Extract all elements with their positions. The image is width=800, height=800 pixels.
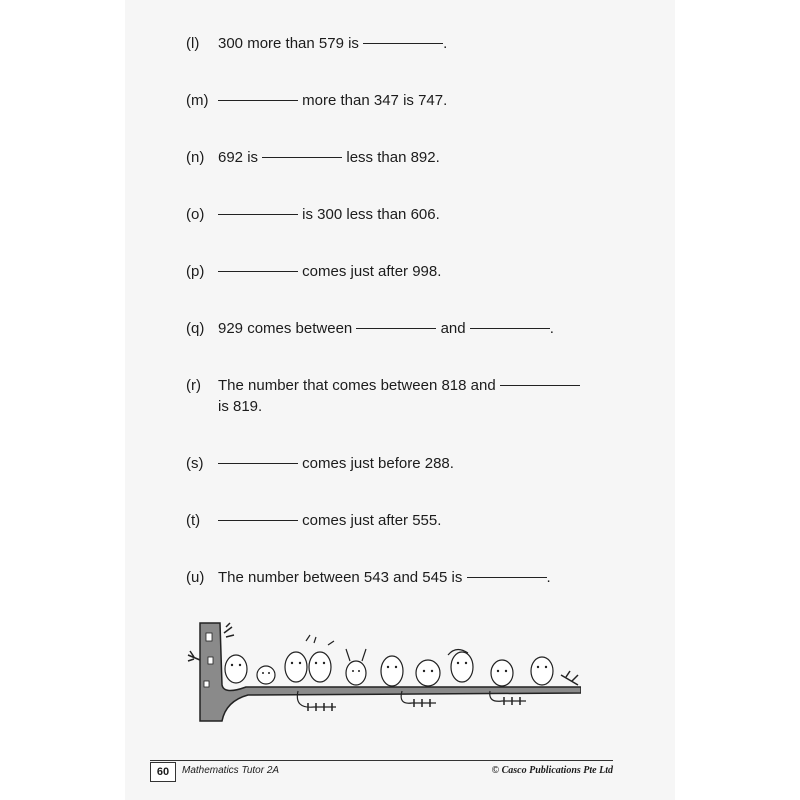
answer-blank[interactable] xyxy=(218,519,298,521)
question-text xyxy=(218,318,554,339)
question-text-part: The number that comes between 818 and xyxy=(218,377,500,394)
question-label: (l) xyxy=(186,35,200,52)
answer-blank[interactable] xyxy=(218,270,298,272)
question-item xyxy=(186,90,447,111)
question-text xyxy=(218,453,454,474)
answer-blank[interactable] xyxy=(363,42,443,44)
question-text-part: . xyxy=(546,569,551,586)
question-text-part: less than 892. xyxy=(342,149,440,166)
question-text-line2: is 819. xyxy=(218,398,263,415)
question-item xyxy=(186,204,440,225)
question-label: (u) xyxy=(186,569,205,586)
answer-blank[interactable] xyxy=(500,384,580,386)
answer-blank[interactable] xyxy=(218,99,298,101)
question-label: (m) xyxy=(186,92,209,109)
page-number: 60 xyxy=(150,762,176,782)
question-text xyxy=(218,33,447,54)
question-text-part: more than 347 is 747. xyxy=(298,92,448,109)
question-text-part: comes just after 555. xyxy=(298,512,442,529)
question-text-part: comes just before 288. xyxy=(298,455,454,472)
question-label: (q) xyxy=(186,320,205,337)
question-label: (p) xyxy=(186,263,205,280)
question-item xyxy=(186,147,440,168)
question-label: (s) xyxy=(186,455,204,472)
question-label: (n) xyxy=(186,149,205,166)
question-text xyxy=(218,147,440,168)
question-item xyxy=(186,33,447,54)
page-footer xyxy=(150,760,613,782)
question-text-part: comes just after 998. xyxy=(298,263,442,280)
answer-blank[interactable] xyxy=(218,213,298,215)
question-item xyxy=(186,375,580,417)
question-item xyxy=(186,261,441,282)
birds-on-branch-icon xyxy=(186,615,581,725)
question-item xyxy=(186,510,441,531)
question-text-part: and xyxy=(436,320,470,337)
question-item xyxy=(186,318,554,339)
question-text-part: . xyxy=(549,320,554,337)
answer-blank[interactable] xyxy=(218,462,298,464)
footer-divider xyxy=(150,760,613,761)
question-label: (t) xyxy=(186,512,201,529)
question-text-part: The number between 543 and 545 is xyxy=(218,569,467,586)
question-label: (r) xyxy=(186,377,201,394)
question-text xyxy=(218,375,580,417)
question-item xyxy=(186,567,551,588)
answer-blank[interactable] xyxy=(470,327,550,329)
question-text-part: 929 comes between xyxy=(218,320,357,337)
question-text xyxy=(218,567,551,588)
publisher-credit: © Casco Publications Pte Ltd xyxy=(491,765,613,776)
question-text-part: 692 is xyxy=(218,149,263,166)
question-text-part: is 300 less than 606. xyxy=(298,206,440,223)
answer-blank[interactable] xyxy=(467,576,547,578)
question-text-part: 300 more than 579 is xyxy=(218,35,364,52)
question-text xyxy=(218,261,441,282)
question-item xyxy=(186,453,454,474)
answer-blank[interactable] xyxy=(356,327,436,329)
question-label: (o) xyxy=(186,206,205,223)
answer-blank[interactable] xyxy=(262,156,342,158)
question-text xyxy=(218,510,441,531)
book-title: Mathematics Tutor 2A xyxy=(182,765,280,776)
question-text xyxy=(218,204,440,225)
question-text xyxy=(218,90,447,111)
question-text-part: . xyxy=(443,35,448,52)
